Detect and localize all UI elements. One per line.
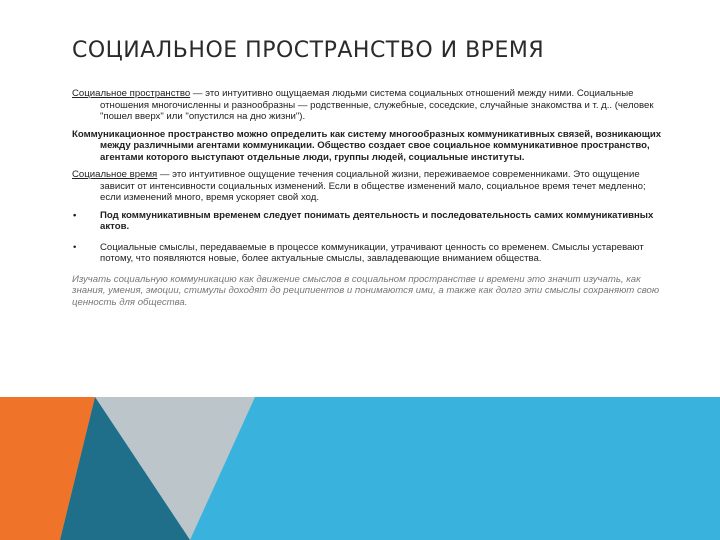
paragraph-social-space [72, 88, 662, 123]
conclusion-text: Изучать социальную коммуникацию как движение смыслов в социальном пространстве и времени это значит изучать, как знания, умения, эмоции, стимулы доходят до реципиентов и понимаются ими, а также как долго эти смыслы сохраняют свою ценность для общества. [72, 273, 660, 308]
bullet-social-meanings [72, 242, 662, 265]
paragraph-communication-space: Коммуникационное пространство можно определить как систему многообразных коммуникативных связей, возникающих между различными агентами коммуникации. Общество создает свое социальное коммуникативное пространство, агентами которого выступают отдельные люди, группы людей, социальные институты. [72, 128, 662, 163]
bullet-text: Социальные смыслы, передаваемые в процессе коммуникации, утрачивают ценность со временем. Смыслы устаревают потому, что появляются новые, более актуальные смыслы, завладевающие вниманием общества. [100, 241, 644, 264]
slide-content [72, 88, 662, 314]
bullet-dot-icon: • [73, 241, 77, 253]
bullet-communicative-time [72, 210, 662, 233]
slide-title: СОЦИАЛЬНОЕ ПРОСТРАНСТВО И ВРЕМЯ [72, 38, 545, 63]
social-space-definition: — это интуитивно ощущаемая людьми система социальных отношений между ними. Социальные отношения многочисленны и разнообразны — родственные, служебные, соседские, случайные знакомства и т. д.. (человек "пошел вверх" или "опустился на дно жизни"). [100, 88, 654, 122]
bullet-text: Под коммуникативным временем следует понимать деятельность и последовательность самих коммуникативных актов. [100, 209, 654, 232]
bullet-dot-icon: • [73, 209, 77, 221]
decorative-footer-shapes [0, 397, 720, 540]
paragraph-social-time [72, 169, 662, 204]
social-time-definition: — это интуитивное ощущение течения социальной жизни, переживаемое современниками. Это ощущение зависит от интенсивности социальных изменений. Если в обществе изменений мало, социальное время течет медленно; если изменений много, время ускоряет свой ход. [100, 169, 646, 203]
term-social-time: Социальное время [72, 169, 158, 180]
term-social-space: Социальное пространство [72, 88, 191, 99]
